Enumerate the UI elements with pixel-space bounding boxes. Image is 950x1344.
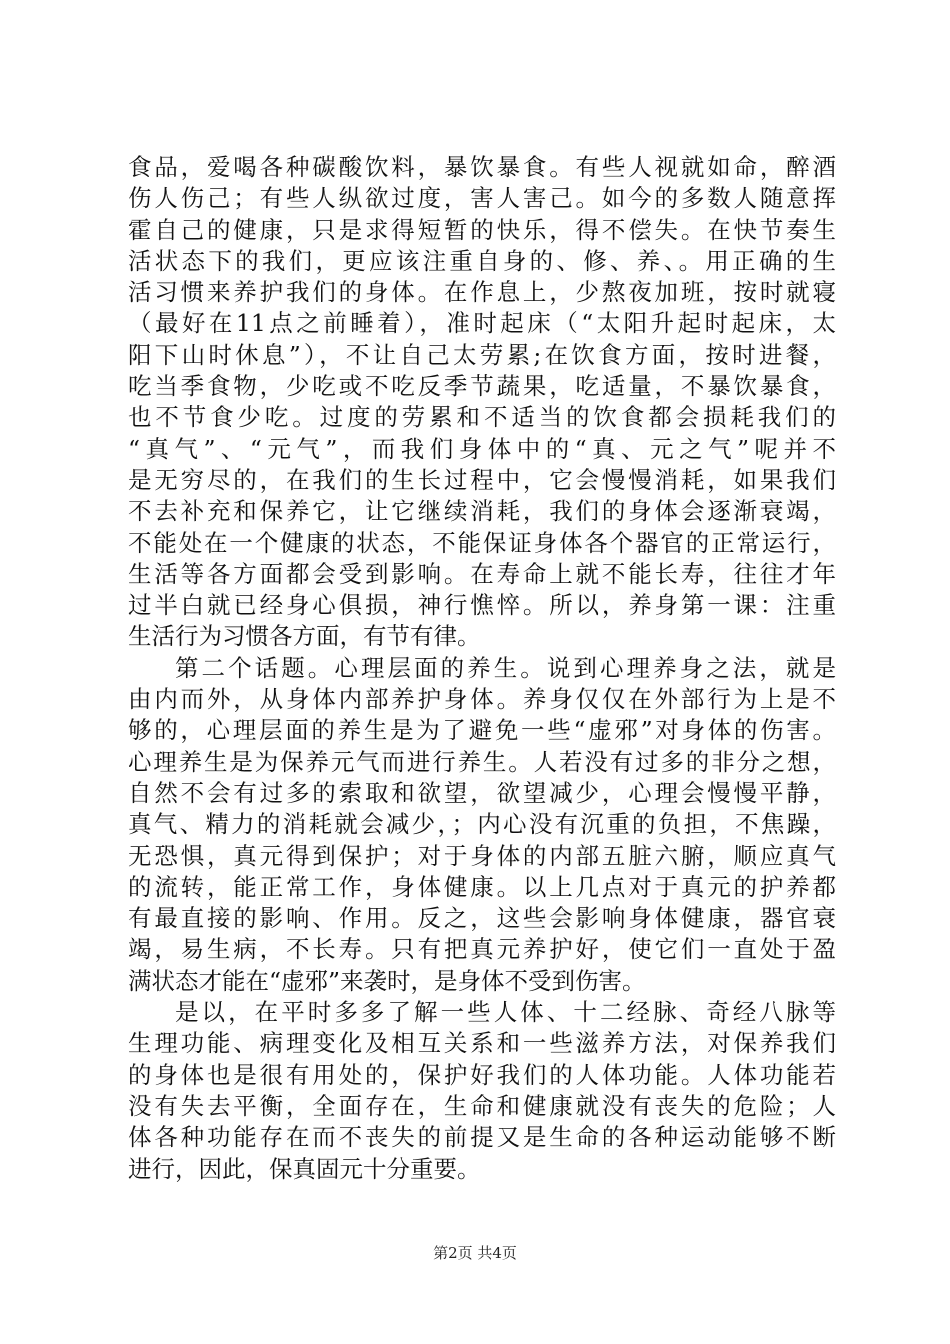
text-line: 满状态才能在“虚邪”来袭时，是身体不受到伤害。 — [128, 966, 646, 995]
text-line: 由内而外，从身体内部养护身体。养身仅仅在外部行为上是不 — [128, 685, 836, 714]
text-line: 够的，心理层面的养生是为了避免一些“虚邪”对身体的伤害。 — [128, 716, 836, 745]
text-line: 不去补充和保养它，让它继续消耗，我们的身体会逐渐衰竭， — [128, 497, 836, 526]
text-line: 活状态下的我们，更应该注重自身的、修、养、。用正确的生 — [128, 246, 836, 275]
text-line: 霍自己的健康，只是求得短暂的快乐，得不偿失。在快节奏生 — [128, 215, 836, 244]
text-line: 自然不会有过多的索取和欲望，欲望减少，心理会慢慢平静， — [128, 778, 836, 807]
text-line: 生理功能、病理变化及相互关系和一些滋养方法，对保养我们 — [128, 1029, 836, 1058]
text-line: 有最直接的影响、作用。反之，这些会影响身体健康，器官衰 — [128, 904, 836, 933]
text-line: 阳下山时休息”），不让自己太劳累;在饮食方面，按时进餐， — [128, 340, 836, 369]
text-line: 真气、精力的消耗就会减少，；内心没有沉重的负担，不焦躁， — [128, 810, 836, 839]
text-line: 竭，易生病，不长寿。只有把真元养护好，使它们一直处于盈 — [128, 935, 836, 964]
text-line: 活习惯来养护我们的身体。在作息上，少熬夜加班，按时就寝 — [128, 278, 836, 307]
text-line: 无恐惧，真元得到保护；对于身体的内部五脏六腑，顺应真气 — [128, 841, 836, 870]
text-line: “真气”、“元气”，而我们身体中的“真、元之气”呢并不 — [128, 434, 836, 463]
text-line: 体各种功能存在而不丧失的前提又是生命的各种运动能够不断 — [128, 1123, 836, 1152]
text-line: 是无穷尽的，在我们的生长过程中，它会慢慢消耗，如果我们 — [128, 465, 836, 494]
text-line: 也不节食少吃。过度的劳累和不适当的饮食都会损耗我们的 — [128, 403, 836, 432]
text-line: 食品，爱喝各种碳酸饮料，暴饮暴食。有些人视就如命，醉酒 — [128, 153, 836, 181]
text-line: 不能处在一个健康的状态，不能保证身体各个器官的正常运行， — [128, 528, 836, 557]
text-line: 生活等各方面都会受到影响。在寿命上就不能长寿，往往才年 — [128, 559, 836, 588]
text-line: 的流转，能正常工作，身体健康。以上几点对于真元的护养都 — [128, 872, 836, 901]
text-line: 第二个话题。心理层面的养生。说到心理养身之法，就是 — [175, 653, 836, 682]
text-line: 伤人伤己；有些人纵欲过度，害人害己。如今的多数人随意挥 — [128, 184, 836, 213]
body-text — [128, 152, 836, 1185]
text-line: （最好在11点之前睡着），准时起床（“太阳升起时起床，太 — [128, 309, 836, 338]
page-footer: 第2页 共4页 — [433, 1244, 517, 1262]
text-line: 生活行为习惯各方面，有节有律。 — [128, 622, 481, 651]
text-line: 吃当季食物，少吃或不吃反季节蔬果，吃适量，不暴饮暴食， — [128, 372, 836, 401]
text-line: 进行，因此，保真固元十分重要。 — [128, 1154, 481, 1183]
text-line: 过半白就已经身心俱损，神行憔悴。所以，养身第一课：注重 — [128, 591, 836, 620]
text-line: 心理养生是为保养元气而进行养生。人若没有过多的非分之想， — [128, 747, 836, 776]
text-line: 的身体也是很有用处的，保护好我们的人体功能。人体功能若 — [128, 1060, 836, 1089]
text-line: 没有失去平衡，全面存在，生命和健康就没有丧失的危险；人 — [128, 1091, 836, 1120]
text-line: 是以，在平时多多了解一些人体、十二经脉、奇经八脉等 — [175, 998, 836, 1027]
